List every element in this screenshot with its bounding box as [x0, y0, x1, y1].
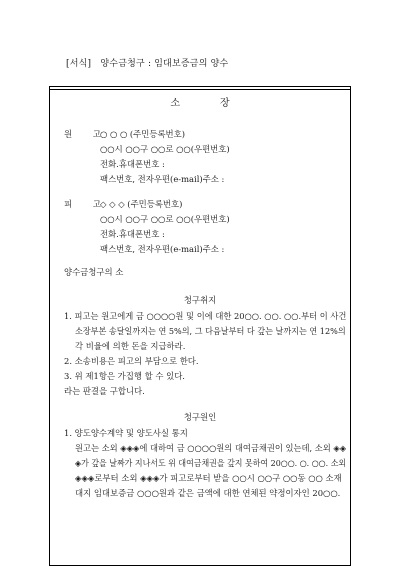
claim-purpose-line: 2. 소송비용은 피고의 부담으로 한다.	[64, 356, 199, 366]
plaintiff-phone: 전화.휴대폰번호 :	[100, 159, 165, 169]
claim-cause-line: ◈가 갚을 날짜가 지나서도 위 대여금채권을 갚지 못하여 20○○. ○. ○○. 소외	[75, 458, 347, 468]
document-title: 소장	[170, 98, 270, 109]
claim-cause-line: ◈◈◈로부터 소외 ◈◈◈가 피고로부터 받을 ○○시 ○○구 ○○동 ○○ 소재	[75, 473, 342, 483]
claim-purpose-line: 라는 판결을 구합니다.	[64, 386, 145, 396]
plaintiff-fax-email: 팩스번호, 전자우편(e-mail)주소 :	[100, 174, 225, 184]
claim-cause-line: 대지 임대보증금 ○○○원과 같은 금액에 대한 연체된 약정이자인 20○○.	[75, 488, 341, 498]
defendant-role: 피 고	[64, 199, 110, 209]
defendant-phone: 전화.휴대폰번호 :	[100, 229, 165, 239]
defendant-name: ◇ ◇ ◇ (주민등록번호)	[100, 199, 183, 209]
claim-cause-line: 1. 양도양수계약 및 양도사실 통지	[64, 428, 188, 438]
claim-purpose-heading: 청구취지	[183, 295, 217, 305]
claim-purpose-line: 1. 피고는 원고에게 금 ○○○○원 및 이에 대한 20○○. ○○. ○○.부터 이 사건	[64, 311, 347, 321]
form-header: [서식] 양수금청구 : 임대보증금의 양수	[66, 59, 229, 69]
frame-double-line	[50, 89, 350, 90]
case-name: 양수금청구의 소	[64, 267, 124, 277]
defendant-fax-email: 팩스번호, 전자우편(e-mail)주소 :	[100, 244, 225, 254]
plaintiff-role: 원 고	[64, 129, 110, 139]
claim-cause-line: 원고는 소외 ◈◈◈에 대하여 금 ○○○○원의 대여금채권이 있는데, 소외 ◈◈	[75, 443, 347, 453]
claim-purpose-line: 각 비율에 의한 돈을 지급하라.	[75, 341, 186, 351]
plaintiff-name: ○ ○ ○ (주민등록번호)	[100, 129, 185, 139]
claim-cause-heading: 청구원인	[183, 412, 217, 422]
plaintiff-address: ○○시 ○○구 ○○로 ○○(우편번호)	[100, 144, 230, 154]
claim-purpose-line: 3. 위 제1항은 가집행 할 수 있다.	[64, 371, 185, 381]
claim-purpose-line: 소장부본 송달일까지는 연 5%의, 그 다음날부터 다 갚는 날까지는 연 12%의	[75, 326, 346, 336]
defendant-address: ○○시 ○○구 ○○로 ○○(우편번호)	[100, 214, 230, 224]
